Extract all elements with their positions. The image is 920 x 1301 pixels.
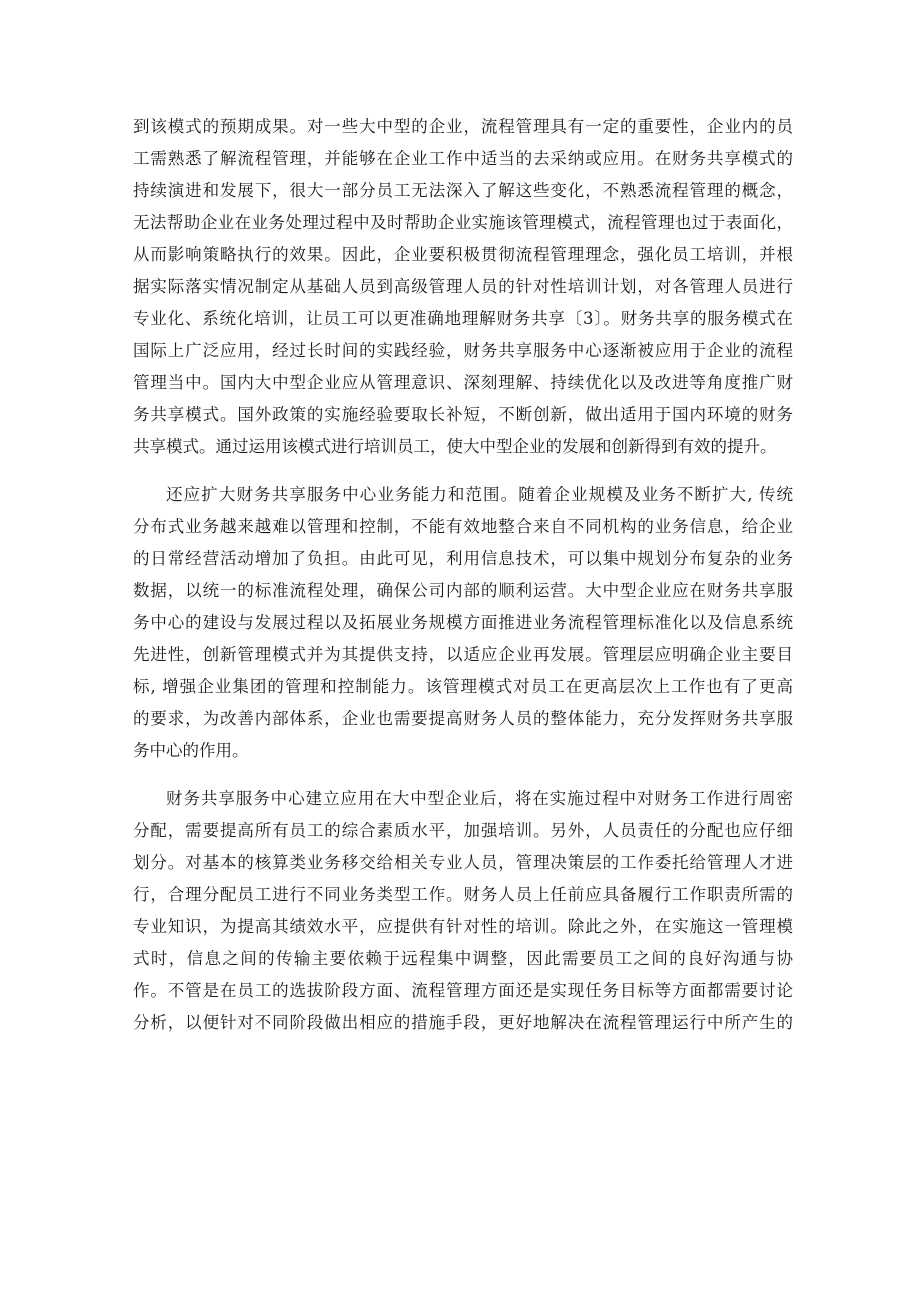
paragraph-line: 式时，信息之间的传输主要依赖于远程集中调整，因此需要员工之间的良好沟通与协 xyxy=(133,949,793,968)
paragraph-line: 持续演进和发展下，很大一部分员工无法深入了解这些变化，不熟悉流程管理的概念， xyxy=(133,181,793,200)
paragraph-line: 国际上广泛应用，经过长时间的实践经验，财务共享服务中心逐渐被应用于企业的流程 xyxy=(133,341,793,360)
paragraph-line: 从而影响策略执行的效果。因此，企业要积极贯彻流程管理理念，强化员工培训，并根 xyxy=(133,245,793,264)
paragraph-line: 标, 增强企业集团的管理和控制能力。该管理模式对员工在更高层次上工作也有了更高 xyxy=(133,677,793,696)
paragraph-line: 工需熟悉了解流程管理，并能够在企业工作中适当的去采纳或应用。在财务共享模式的 xyxy=(133,149,793,168)
paragraph-3 xyxy=(133,783,793,1039)
paragraph-line: 务中心的作用。 xyxy=(133,741,249,760)
paragraph-line: 务中心的建设与发展过程以及拓展业务规模方面推进业务流程管理标准化以及信息系统 xyxy=(133,613,793,632)
paragraph-line: 专业知识，为提高其绩效水平，应提供有针对性的培训。除此之外，在实施这一管理模 xyxy=(133,917,793,936)
paragraph-line: 管理当中。国内大中型企业应从管理意识、深刻理解、持续优化以及改进等角度推广财 xyxy=(133,373,793,392)
paragraph-line: 无法帮助企业在业务处理过程中及时帮助企业实施该管理模式，流程管理也过于表面化， xyxy=(133,213,793,232)
paragraph-line: 数据，以统一的标准流程处理，确保公司内部的顺利运营。大中型企业应在财务共享服 xyxy=(133,581,793,600)
paragraph-line: 据实际落实情况制定从基础人员到高级管理人员的针对性培训计划，对各管理人员进行 xyxy=(133,277,793,296)
paragraph-line: 的要求，为改善内部体系，企业也需要提高财务人员的整体能力，充分发挥财务共享服 xyxy=(133,709,793,728)
paragraph-line: 分配，需要提高所有员工的综合素质水平，加强培训。另外，人员责任的分配也应仔细 xyxy=(133,821,793,840)
paragraph-line: 先进性，创新管理模式并为其提供支持，以适应企业再发展。管理层应明确企业主要目 xyxy=(133,645,793,664)
paragraph-line: 财务共享服务中心建立应用在大中型企业后，将在实施过程中对财务工作进行周密 xyxy=(166,789,793,808)
paragraph-2 xyxy=(133,479,793,767)
paragraph-line: 务共享模式。国外政策的实施经验要取长补短，不断创新，做出适用于国内环境的财务 xyxy=(133,405,793,424)
paragraph-line: 还应扩大财务共享服务中心业务能力和范围。随着企业规模及业务不断扩大, 传统 xyxy=(166,485,793,504)
paragraph-line: 到该模式的预期成果。对一些大中型的企业，流程管理具有一定的重要性，企业内的员 xyxy=(133,117,793,136)
document-body xyxy=(133,111,793,1039)
paragraph-1 xyxy=(133,111,793,463)
paragraph-line: 的日常经营活动增加了负担。由此可见，利用信息技术，可以集中规划分布复杂的业务 xyxy=(133,549,793,568)
paragraph-line: 作。不管是在员工的选拔阶段方面、流程管理方面还是实现任务目标等方面都需要讨论 xyxy=(133,981,793,1000)
paragraph-line: 专业化、系统化培训，让员工可以更准确地理解财务共享〔3〕。财务共享的服务模式在 xyxy=(133,309,793,328)
paragraph-line: 行，合理分配员工进行不同业务类型工作。财务人员上任前应具备履行工作职责所需的 xyxy=(133,885,793,904)
paragraph-line: 共享模式。通过运用该模式进行培训员工，使大中型企业的发展和创新得到有效的提升。 xyxy=(133,437,777,456)
paragraph-line: 分析，以便针对不同阶段做出相应的措施手段，更好地解决在流程管理运行中所产生的 xyxy=(133,1013,793,1032)
paragraph-line: 分布式业务越来越难以管理和控制，不能有效地整合来自不同机构的业务信息，给企业 xyxy=(133,517,793,536)
paragraph-line: 划分。对基本的核算类业务移交给相关专业人员，管理决策层的工作委托给管理人才进 xyxy=(133,853,793,872)
